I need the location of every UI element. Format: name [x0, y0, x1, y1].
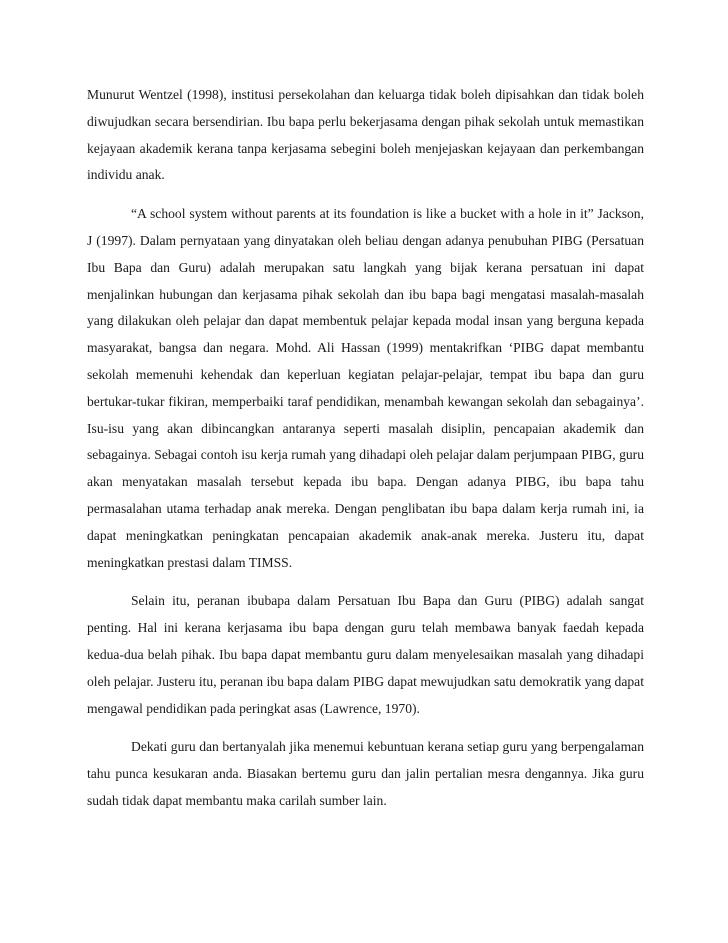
paragraph-1: Munurut Wentzel (1998), institusi persekolahan dan keluarga tidak boleh dipisahkan dan tidak boleh diwujudkan secara bersendirian. Ibu bapa perlu bekerjasama dengan pihak sekolah untuk memastikan kejayaan akademik kerana tanpa kerjasama sebegini boleh menjejaskan kejayaan dan perkembangan individu anak. [87, 87, 644, 183]
paragraph-3: Selain itu, peranan ibubapa dalam Persatuan Ibu Bapa dan Guru (PIBG) adalah sangat penting. Hal ini kerana kerjasama ibu bapa dengan guru telah membawa banyak faedah kepada kedua-dua belah pihak. Ibu bapa dapat membantu guru dalam menyelesaikan masalah yang dihadapi oleh pelajar. Justeru itu, peranan ibu bapa dalam PIBG dapat mewujudkan satu demokratik yang dapat mengawal pendidikan pada peringkat asas (Lawrence, 1970). [87, 593, 644, 716]
paragraph-4: Dekati guru dan bertanyalah jika menemui kebuntuan kerana setiap guru yang berpengalaman tahu punca kesukaran anda. Biasakan bertemu guru dan jalin pertalian mesra dengannya. Jika guru sudah tidak dapat membantu maka carilah sumber lain. [87, 739, 644, 808]
body-text [87, 82, 644, 827]
paragraph-2: “A school system without parents at its foundation is like a bucket with a hole in it” Jackson, J (1997). Dalam pernyataan yang dinyatakan oleh beliau dengan adanya penubuhan PIBG (Persatuan Ibu Bapa dan Guru) adalah merupakan satu langkah yang bijak kerana persatuan ini dapat menjalinkan hubungan dan kerjasama pihak sekolah dan ibu bapa bagi mengatasi masalah-masalah yang dilakukan oleh pelajar dan dapat membentuk pelajar kepada modal insan yang berguna kepada masyarakat, bangsa dan negara. Mohd. Ali Hassan (1999) mentakrifkan ‘PIBG dapat membantu sekolah memenuhi kehendak dan keperluan kegiatan pelajar-pelajar, tempat ibu bapa dan guru bertukar-tukar fikiran, memperbaiki taraf pendidikan, menambah kewangan sekolah dan sebagainya’. Isu-isu yang akan dibincangkan antaranya seperti masalah disiplin, pencapaian akademik dan sebagainya. Sebagai contoh isu kerja rumah yang dihadapi oleh pelajar dalam perjumpaan PIBG, guru akan menyatakan masalah tersebut kepada ibu bapa. Dengan adanya PIBG, ibu bapa tahu permasalahan utama terhadap anak mereka. Dengan penglibatan ibu bapa dalam kerja rumah ini, ia dapat meningkatkan peningkatan pencapaian akademik anak-anak mereka. Justeru itu, dapat meningkatkan prestasi dalam TIMSS. [87, 206, 644, 570]
